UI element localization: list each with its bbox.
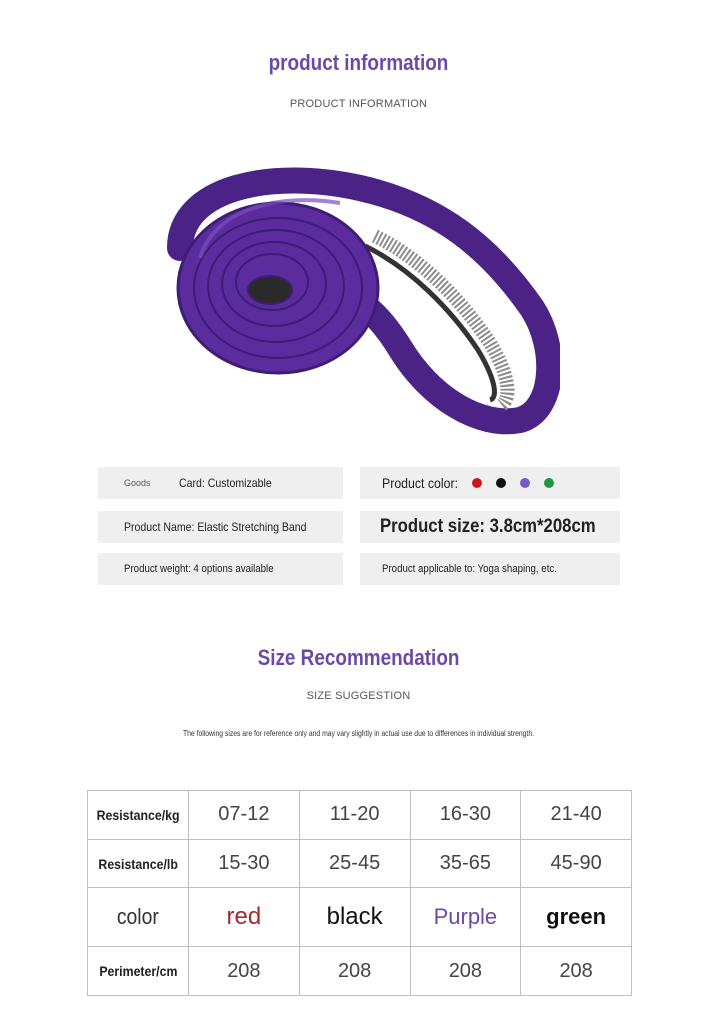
table-cell: 16-30 — [410, 791, 521, 840]
section-subtitle-product-information: PRODUCT INFORMATION — [289, 98, 428, 110]
product-name: Product Name: Elastic Stretching Band — [124, 520, 307, 534]
color-dot-red — [472, 478, 482, 488]
table-cell: 15-30 — [189, 839, 300, 888]
section-subtitle-size-suggestion: SIZE SUGGESTION — [306, 690, 411, 702]
table-row — [88, 839, 632, 888]
product-weight-box — [98, 553, 343, 585]
size-table — [87, 790, 632, 996]
product-applicable-box — [360, 553, 620, 585]
table-cell: 35-65 — [410, 839, 521, 888]
table-cell: 208 — [299, 947, 410, 996]
row-label-resistance-lb: Resistance/lb — [88, 839, 189, 888]
table-cell: 11-20 — [299, 791, 410, 840]
product-applicable: Product applicable to: Yoga shaping, etc. — [382, 563, 557, 575]
table-cell: 208 — [189, 947, 300, 996]
color-dot-black — [496, 478, 506, 488]
table-cell-green: green — [521, 888, 632, 947]
goods-card-box — [98, 467, 343, 499]
table-cell: 45-90 — [521, 839, 632, 888]
table-cell-red: red — [189, 888, 300, 947]
section-title-size-recommendation: Size Recommendation — [257, 645, 460, 670]
table-cell: 208 — [521, 947, 632, 996]
row-label-color: color — [88, 888, 189, 947]
product-color-box — [360, 467, 620, 499]
table-cell: 07-12 — [189, 791, 300, 840]
table-cell-purple: Purple — [410, 888, 521, 947]
product-weight: Product weight: 4 options available — [124, 563, 274, 575]
table-cell: 25-45 — [299, 839, 410, 888]
table-cell: 208 — [410, 947, 521, 996]
product-color-label: Product color: — [382, 475, 459, 491]
section-title-product-information: product information — [268, 50, 449, 75]
table-cell: 21-40 — [521, 791, 632, 840]
color-dot-purple — [520, 478, 530, 488]
row-label-perimeter-cm: Perimeter/cm — [88, 947, 189, 996]
color-dot-green — [544, 478, 554, 488]
goods-label: Goods — [124, 478, 151, 488]
product-size-box — [360, 511, 620, 543]
table-row — [88, 888, 632, 947]
product-size: Product size: 3.8cm*208cm — [380, 516, 596, 537]
size-note — [0, 729, 717, 738]
table-row — [88, 947, 632, 996]
table-row — [88, 791, 632, 840]
table-cell-black: black — [299, 888, 410, 947]
row-label-resistance-kg: Resistance/kg — [88, 791, 189, 840]
resistance-band-image — [160, 148, 560, 438]
product-name-box — [98, 511, 343, 543]
card-customizable: Card: Customizable — [178, 476, 272, 490]
size-note-text: The following sizes are for reference only and may vary slightly in actual use due to differences in individual strength. — [182, 729, 535, 738]
